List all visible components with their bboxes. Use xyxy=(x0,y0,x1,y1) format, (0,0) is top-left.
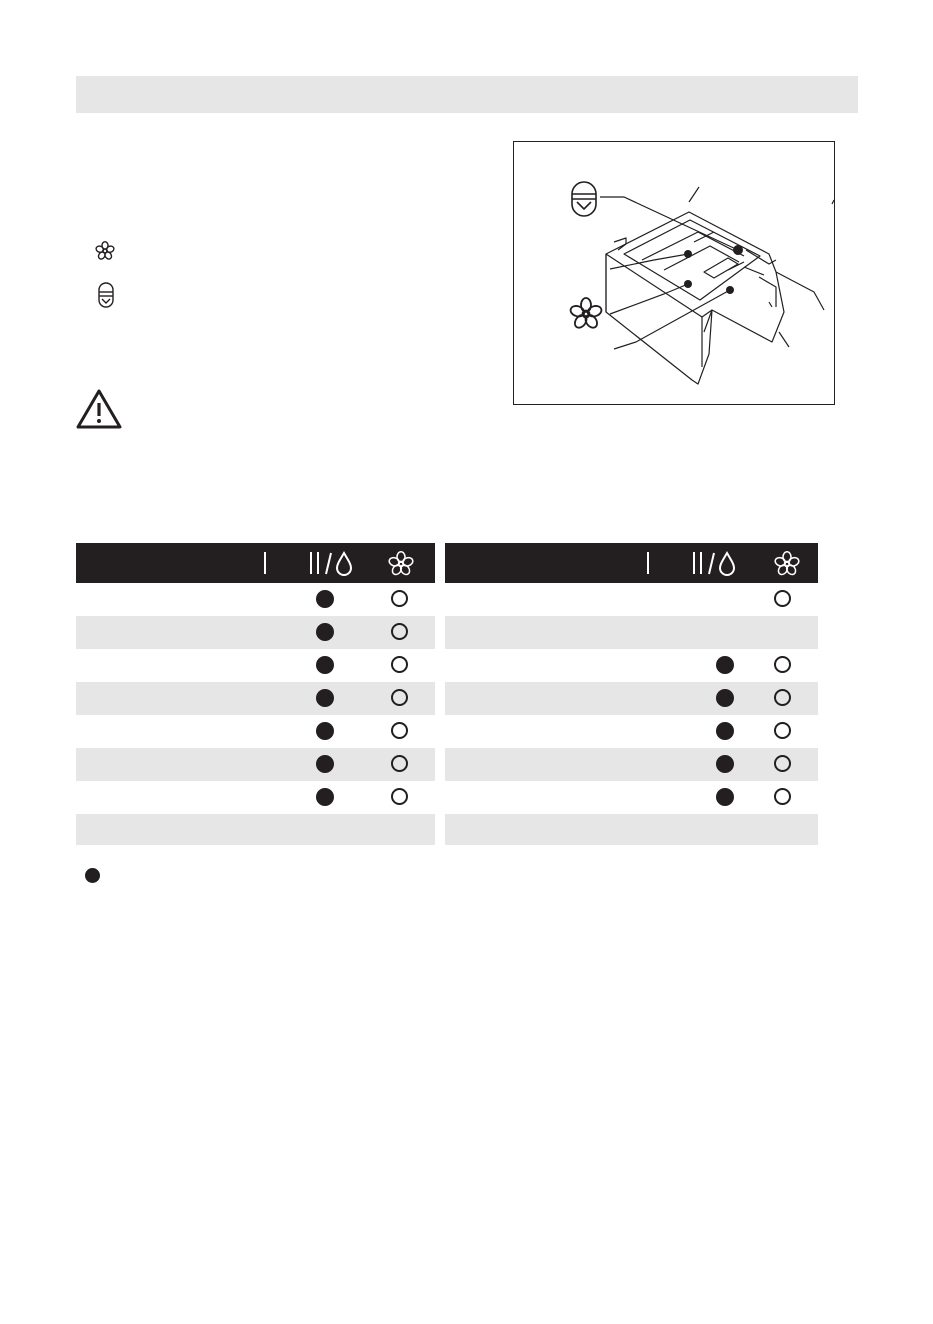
dosage-table-left xyxy=(76,543,435,845)
table-row xyxy=(76,682,435,715)
open-ring-icon xyxy=(774,590,791,607)
section-header-bar xyxy=(76,76,858,113)
table-header xyxy=(445,543,818,583)
open-ring-icon xyxy=(391,689,408,706)
filled-dot-icon xyxy=(716,755,734,773)
dispenser-drawer-figure xyxy=(513,141,835,405)
open-ring-icon xyxy=(774,755,791,772)
liquid-detergent-cup-callout-icon xyxy=(572,182,596,216)
open-ring-icon xyxy=(391,755,408,772)
liquid-detergent-cup-icon xyxy=(97,281,115,309)
softener-flower-icon xyxy=(94,240,116,262)
table-row xyxy=(445,715,818,748)
dosage-table-right xyxy=(445,543,818,845)
open-ring-icon xyxy=(391,623,408,640)
filled-dot-icon xyxy=(716,656,734,674)
table-row xyxy=(76,715,435,748)
table-row xyxy=(445,814,818,845)
table-row xyxy=(445,682,818,715)
open-ring-icon xyxy=(774,656,791,673)
filled-dot-icon xyxy=(316,755,334,773)
filled-dot-icon xyxy=(316,722,334,740)
table-row xyxy=(445,781,818,814)
table-row xyxy=(76,649,435,682)
warning-triangle-icon xyxy=(75,388,123,430)
main-wash-compartment-II-drop-icon xyxy=(306,543,362,583)
main-wash-compartment-II-drop-icon xyxy=(689,543,745,583)
table-body xyxy=(445,583,818,845)
filled-dot-icon xyxy=(316,590,334,608)
open-ring-icon xyxy=(774,722,791,739)
dispenser-drawer-drawing xyxy=(514,142,834,404)
table-header xyxy=(76,543,435,583)
softener-flower-icon xyxy=(772,543,802,583)
open-ring-icon xyxy=(391,788,408,805)
table-body xyxy=(76,583,435,845)
prewash-compartment-I-icon xyxy=(260,543,270,583)
table-row xyxy=(445,616,818,649)
softener-flower-callout-icon xyxy=(569,298,603,330)
table-row xyxy=(76,583,435,616)
filled-dot-icon xyxy=(316,656,334,674)
softener-flower-icon xyxy=(386,543,416,583)
filled-dot-icon xyxy=(716,788,734,806)
filled-dot-icon xyxy=(316,623,334,641)
table-row xyxy=(76,748,435,781)
filled-dot-icon xyxy=(85,868,100,883)
prewash-compartment-I-icon xyxy=(643,543,653,583)
filled-dot-icon xyxy=(716,722,734,740)
open-ring-icon xyxy=(391,656,408,673)
table-row xyxy=(445,583,818,616)
filled-dot-icon xyxy=(316,689,334,707)
table-row xyxy=(445,649,818,682)
table-row xyxy=(76,616,435,649)
table-row xyxy=(445,748,818,781)
filled-dot-icon xyxy=(716,689,734,707)
open-ring-icon xyxy=(391,590,408,607)
open-ring-icon xyxy=(391,722,408,739)
open-ring-icon xyxy=(774,788,791,805)
table-row xyxy=(76,814,435,845)
filled-dot-icon xyxy=(316,788,334,806)
table-row xyxy=(76,781,435,814)
open-ring-icon xyxy=(774,689,791,706)
